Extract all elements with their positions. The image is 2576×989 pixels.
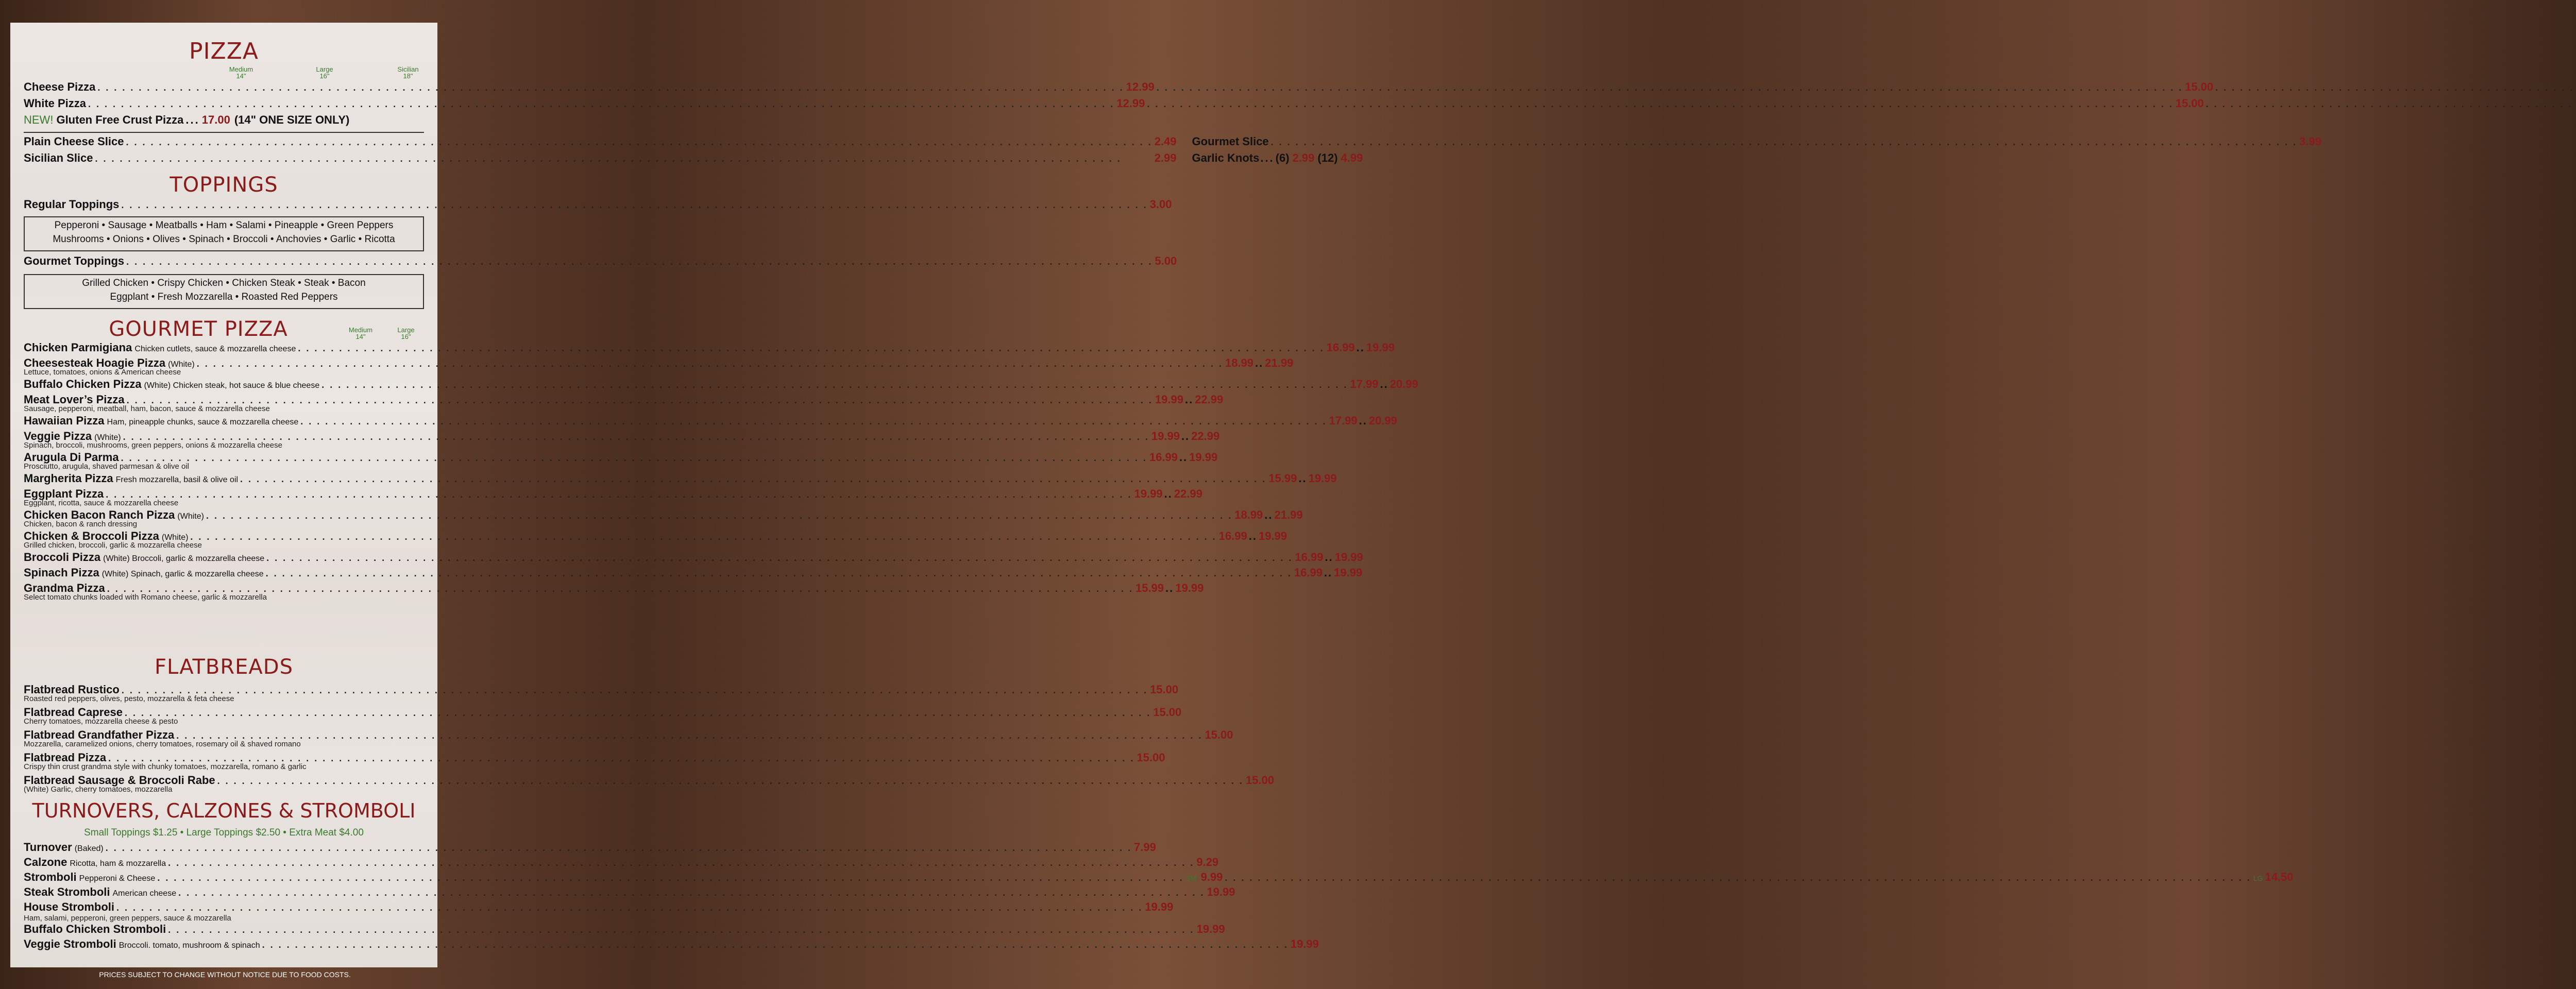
price-medium: 16.99: [1295, 551, 1324, 564]
price-medium: 15.99: [1268, 472, 1297, 485]
list-item: [24, 487, 1202, 507]
price-large: 20.99: [1389, 378, 1418, 390]
list-item: [24, 841, 1156, 856]
list-item: [24, 430, 1220, 450]
menu-item: Stromboli Pepperoni & Cheese . . . SM 9.99 . . . LG 14.50: [24, 871, 424, 885]
item-description: Mozzarella, caramelized onions, cherry tomatoes, rosemary oil & shaved romano: [24, 740, 301, 748]
item-description: Spinach, broccoli, mushrooms, green peppers, onions & mozzarella cheese: [24, 441, 282, 450]
price-medium: 19.99: [1134, 487, 1163, 500]
list-item: [24, 900, 1174, 923]
item-note: Chicken cutlets, sauce & mozzarella cheese: [134, 345, 296, 353]
leader-dots: ..: [1164, 487, 1173, 500]
leader-dots: [300, 416, 1327, 427]
price-large: 22.99: [1174, 487, 1202, 500]
item-name: Veggie Pizza: [24, 430, 92, 442]
size-header-sicilian: Sicilian 18": [397, 65, 419, 80]
item-name: House Stromboli: [24, 900, 115, 913]
item-price: 15.00: [1137, 751, 1165, 764]
menu-item-row: [24, 885, 1235, 900]
list-item: [24, 393, 1224, 413]
menu-item-row: [24, 551, 1363, 564]
divider: [24, 132, 424, 133]
item-name: Flatbread Pizza: [24, 751, 107, 764]
size-header-medium: Medium 14": [348, 326, 373, 340]
size-header-medium: Medium 14": [229, 65, 253, 80]
leader-dots: [116, 902, 1143, 913]
menu-item-row: [24, 856, 1219, 871]
leader-dots: ..: [1179, 451, 1188, 464]
list-item: [24, 530, 1287, 550]
leader-dots: [125, 708, 1151, 719]
menu-item: Gourmet Slice . . . 3.99: [1192, 135, 2321, 151]
price-large: 19.99: [1175, 582, 1204, 594]
price-large: 21.99: [1265, 356, 1294, 369]
menu-item: Garlic Knots ... (6) 2.99 (12) 4.99: [1192, 151, 1363, 164]
menu-item-row: [24, 841, 1156, 856]
item-description: Eggplant, ricotta, sauce & mozzarella cheese: [24, 499, 179, 507]
list-item: [24, 856, 1219, 871]
price-medium: 16.99: [1326, 341, 1355, 354]
leader-dots: [168, 925, 1194, 935]
price-large: 21.99: [1274, 508, 1303, 521]
leader-dots: [122, 685, 1148, 696]
list-item: [24, 472, 1337, 485]
menu-item-row: [24, 937, 1319, 952]
list-item: [24, 551, 1363, 564]
item-name: Chicken Bacon Ranch Pizza: [24, 508, 175, 521]
item-name: Grandma Pizza: [24, 582, 105, 594]
flatbreads-title: FLATBREADS: [155, 655, 293, 679]
menu-item: Cheese Pizza . . . 12.99 . . . 15.00 . . .: [24, 80, 424, 97]
item-description: Chicken, bacon & ranch dressing: [24, 520, 138, 528]
leader-dots: ..: [1264, 508, 1273, 521]
item-name: Veggie Stromboli: [24, 937, 116, 950]
item-name: Chicken & Broccoli Pizza: [24, 530, 159, 542]
price-medium: 18.99: [1234, 508, 1263, 521]
list-item: [24, 683, 1179, 703]
item-name: Eggplant Pizza: [24, 487, 104, 500]
leader-dots: [298, 343, 1324, 354]
item-note: (White): [168, 360, 195, 369]
price-large: 19.99: [1334, 551, 1363, 564]
list-item: [24, 923, 1225, 937]
item-note: American cheese: [112, 889, 177, 898]
list-item: [24, 774, 1274, 794]
item-note: (White) Broccoli, garlic & mozzarella cheese: [103, 554, 265, 563]
item-description: Cherry tomatoes, mozzarella cheese & pesto: [24, 717, 178, 726]
menu-item-row: [24, 472, 1337, 485]
pizza-title: PIZZA: [189, 38, 259, 64]
item-price: 9.29: [1196, 856, 1219, 868]
leader-dots: [206, 510, 1232, 521]
item-description: Select tomato chunks loaded with Romano cheese, garlic & mozzarella: [24, 593, 267, 602]
price-large: 22.99: [1191, 430, 1220, 442]
menu-item-row: [24, 341, 1395, 354]
item-note: Fresh mozzarella, basil & olive oil: [115, 475, 239, 484]
item-price: 19.99: [1207, 885, 1235, 898]
menu-item: White Pizza . . . 12.99 . . . 15.00 . . .: [24, 97, 424, 113]
flatbread-list: [24, 683, 1274, 796]
item-description: (White) Garlic, cherry tomatoes, mozzarella: [24, 785, 173, 794]
item-name: Flatbread Grandfather Pizza: [24, 728, 175, 741]
footer-note: PRICES SUBJECT TO CHANGE WITHOUT NOTICE DUE TO FOOD COSTS.: [99, 970, 351, 979]
item-name: Flatbread Sausage & Broccoli Rabe: [24, 774, 215, 787]
gourmet-pizza-list: [24, 341, 1418, 603]
item-note: Ham, pineapple chunks, sauce & mozzarella cheese: [107, 418, 299, 427]
list-item: [24, 582, 1204, 602]
leader-dots: ..: [1181, 430, 1190, 442]
list-item: [24, 356, 1294, 377]
list-item: [24, 706, 1182, 726]
item-description: Grilled chicken, broccoli, garlic & mozzarella cheese: [24, 541, 202, 550]
leader-dots: [240, 474, 1266, 485]
menu-item: Sicilian Slice . . . 2.99: [24, 151, 1177, 168]
toppings-title: TOPPINGS: [170, 173, 278, 197]
item-note: (White) Chicken steak, hot sauce & blue cheese: [144, 381, 320, 390]
item-name: Broccoli Pizza: [24, 551, 101, 564]
item-name: Flatbread Rustico: [24, 683, 120, 696]
price-medium: 16.99: [1149, 451, 1178, 464]
item-price: 15.00: [1150, 683, 1179, 696]
menu-item-row: [24, 566, 1363, 579]
price-large: 22.99: [1195, 393, 1224, 406]
price-medium: 17.99: [1350, 378, 1379, 390]
leader-dots: ..: [1324, 566, 1333, 579]
list-item: [24, 937, 1319, 952]
item-note: (White): [177, 512, 204, 521]
item-name: Arugula Di Parma: [24, 451, 119, 464]
menu-panel: [10, 23, 2321, 967]
item-name: Buffalo Chicken Stromboli: [24, 923, 166, 935]
price-medium: 19.99: [1151, 430, 1180, 442]
turnover-list: [24, 885, 1319, 952]
list-item: [24, 728, 1233, 748]
price-medium: 17.99: [1329, 414, 1358, 427]
price-medium: 15.99: [1135, 582, 1164, 594]
menu-item: Gourmet Toppings . . . 5.00: [24, 254, 424, 272]
item-description: Roasted red peppers, olives, pesto, mozzarella & feta cheese: [24, 694, 234, 703]
item-name: Steak Stromboli: [24, 885, 110, 898]
item-name: Turnover: [24, 841, 72, 854]
price-medium: 18.99: [1225, 356, 1254, 369]
turnover-list: [24, 841, 1219, 871]
list-item: [24, 378, 1418, 390]
gourmet-pizza-title: GOURMET PIZZA: [109, 317, 288, 341]
gluten-free-item: NEW! Gluten Free Crust Pizza ... 17.00 (14" ONE SIZE ONLY): [24, 113, 350, 126]
item-price: 19.99: [1196, 923, 1225, 935]
item-price: 15.00: [1153, 706, 1182, 719]
item-note: Broccoli. tomato, mushroom & spinach: [118, 941, 260, 950]
item-name: Calzone: [24, 856, 67, 868]
item-note: (White): [161, 533, 189, 542]
menu-item-row: [24, 923, 1225, 937]
menu-item-row: [24, 378, 1418, 390]
leader-dots: [217, 776, 1244, 787]
leader-dots: ..: [1248, 530, 1257, 542]
price-large: 19.99: [1308, 472, 1337, 485]
item-price: 7.99: [1134, 841, 1156, 854]
leader-dots: ..: [1325, 551, 1333, 564]
price-large: 19.99: [1366, 341, 1395, 354]
leader-dots: [321, 380, 1348, 390]
item-note: (Baked): [74, 844, 104, 853]
price-medium: 19.99: [1155, 393, 1183, 406]
item-price: 19.99: [1290, 937, 1319, 950]
item-name: Hawaiian Pizza: [24, 414, 105, 427]
leader-dots: ..: [1356, 341, 1365, 354]
item-name: Margherita Pizza: [24, 472, 113, 485]
item-name: Spinach Pizza: [24, 566, 99, 579]
list-item: [24, 566, 1363, 579]
leader-dots: ..: [1298, 472, 1307, 485]
item-description: Ham, salami, pepperoni, green peppers, sauce & mozzarella: [24, 914, 231, 923]
leader-dots: [168, 858, 1194, 868]
item-name: Meat Lover’s Pizza: [24, 393, 125, 406]
list-item: [24, 885, 1235, 900]
regular-toppings-list: Pepperoni • Sausage • Meatballs • Ham • Salami • Pineapple • Green Peppers Mushrooms • Onions • Olives • Spinach • Broccoli • Anchovies • Garlic • Ricotta: [24, 216, 424, 251]
item-name: Flatbread Caprese: [24, 706, 123, 719]
leader-dots: [197, 359, 1223, 369]
price-large: 19.99: [1189, 451, 1218, 464]
leader-dots: ..: [1184, 393, 1194, 406]
item-note: (White): [94, 433, 121, 442]
size-header-large: Large 16": [397, 326, 415, 340]
leader-dots: [190, 532, 1216, 542]
price-large: 19.99: [1334, 566, 1363, 579]
menu-item-row: [24, 414, 1397, 427]
menu-item-row: [24, 900, 1174, 915]
turnovers-title: TURNOVERS, CALZONES & STROMBOLI: [32, 799, 416, 822]
item-note: (White) Spinach, garlic & mozzarella cheese: [101, 570, 264, 578]
item-description: Sausage, pepperoni, meatball, ham, bacon, sauce & mozzarella cheese: [24, 404, 270, 413]
leader-dots: ..: [1380, 378, 1388, 390]
item-name: Chicken Parmigiana: [24, 341, 132, 354]
leader-dots: ..: [1255, 356, 1264, 369]
leader-dots: [106, 489, 1132, 500]
leader-dots: [176, 730, 1202, 741]
leader-dots: [127, 395, 1153, 406]
list-item: [24, 508, 1303, 528]
list-item: [24, 414, 1397, 427]
item-price: 15.00: [1205, 728, 1233, 741]
item-price: 19.99: [1145, 900, 1174, 913]
leader-dots: [178, 888, 1205, 898]
list-item: [24, 751, 1165, 771]
menu-item: Regular Toppings . . . 3.00: [24, 198, 424, 215]
leader-dots: [106, 843, 1132, 854]
item-description: Lettuce, tomatoes, onions & American cheese: [24, 368, 181, 377]
leader-dots: [266, 553, 1293, 564]
turnovers-subtitle: Small Toppings $1.25 • Large Toppings $2.50 • Extra Meat $4.00: [84, 827, 364, 838]
price-large: 19.99: [1258, 530, 1287, 542]
price-medium: 16.99: [1294, 566, 1323, 579]
gourmet-toppings-list: Grilled Chicken • Crispy Chicken • Chicken Steak • Steak • Bacon Eggplant • Fresh Mozzarella • Roasted Red Peppers: [24, 274, 424, 309]
price-large: 20.99: [1368, 414, 1397, 427]
item-name: Cheesesteak Hoagie Pizza: [24, 356, 166, 369]
size-header-large: Large 16": [316, 65, 333, 80]
leader-dots: [262, 940, 1289, 950]
leader-dots: ..: [1165, 582, 1174, 594]
leader-dots: ..: [1359, 414, 1367, 427]
item-description: Prosciutto, arugula, shaved parmesan & olive oil: [24, 462, 190, 471]
price-medium: 16.99: [1218, 530, 1247, 542]
leader-dots: [266, 568, 1292, 579]
item-name: Buffalo Chicken Pizza: [24, 378, 142, 390]
item-note: Ricotta, ham & mozzarella: [70, 859, 166, 868]
item-description: Crispy thin crust grandma style with chunky tomatoes, mozzarella, romano & garlic: [24, 762, 307, 771]
menu-item: Plain Cheese Slice . . . 2.49: [24, 135, 1177, 151]
list-item: [24, 451, 1218, 471]
leader-dots: [121, 453, 1147, 464]
item-price: 15.00: [1245, 774, 1274, 787]
list-item: [24, 341, 1395, 354]
